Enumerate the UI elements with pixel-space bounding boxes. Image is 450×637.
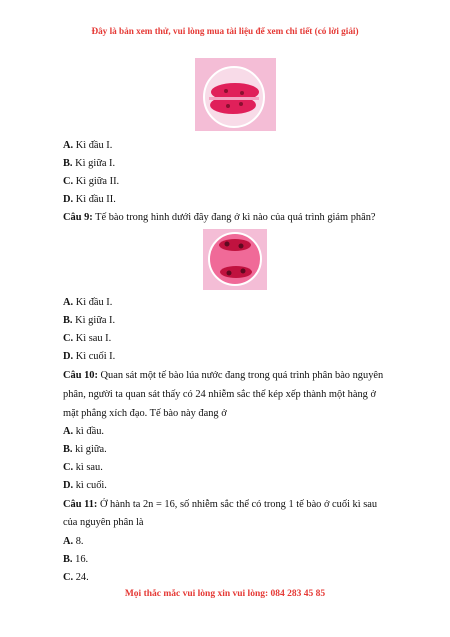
q8-option-d: D. Kì đầu II. — [63, 194, 116, 205]
q10-question-line2: phân, người ta quan sát thấy có 24 nhiễm sắc thể kép xếp thành một hàng ở — [63, 389, 376, 400]
q8-option-c: C. Kì giữa II. — [63, 176, 120, 187]
q11-question-line1: Câu 11: Ở hành ta 2n = 16, số nhiễm sắc thể có trong 1 tế bào ở cuối kì sau — [63, 499, 378, 510]
q10-question-line3: mặt phẳng xích đạo. Tế bào này đang ở — [63, 408, 227, 419]
cell-image-2 — [203, 229, 267, 290]
q11-option-c: C. 24. — [63, 572, 89, 583]
q9-option-a: A. Kì đầu I. — [63, 297, 113, 308]
q10-question-line1: Câu 10: Quan sát một tế bào lúa nước đang trong quá trình phân bào nguyên — [63, 370, 384, 381]
q8-option-b: B. Kì giữa I. — [63, 158, 116, 169]
q10-option-c: C. kì sau. — [63, 462, 103, 473]
q10-option-a: A. kì đầu. — [63, 426, 104, 437]
q9-option-b: B. Kì giữa I. — [63, 315, 116, 326]
q9-option-d: D. Kì cuối I. — [63, 351, 116, 362]
contact-footer: Mọi thắc mắc vui lòng xin vui lòng: 084 283 45 85 — [124, 589, 326, 599]
cell-image-1 — [195, 58, 276, 131]
preview-banner: Đây là bản xem thử, vui lòng mua tài liệu để xem chi tiết (có lời giải) — [91, 26, 359, 36]
q11-option-b: B. 16. — [63, 554, 89, 565]
q11-option-a: A. 8. — [63, 536, 84, 547]
q11-question-line2: của nguyên phân là — [63, 517, 144, 528]
q9-option-c: C. Kì sau I. — [63, 333, 112, 344]
q10-option-b: B. kì giữa. — [63, 444, 107, 455]
q10-option-d: D. kì cuối. — [63, 480, 107, 491]
q8-option-a: A. Kì đầu I. — [63, 140, 113, 151]
q9-question: Câu 9: Tế bào trong hình dưới đây đang ở kì nào của quá trình giảm phân? — [63, 212, 376, 223]
